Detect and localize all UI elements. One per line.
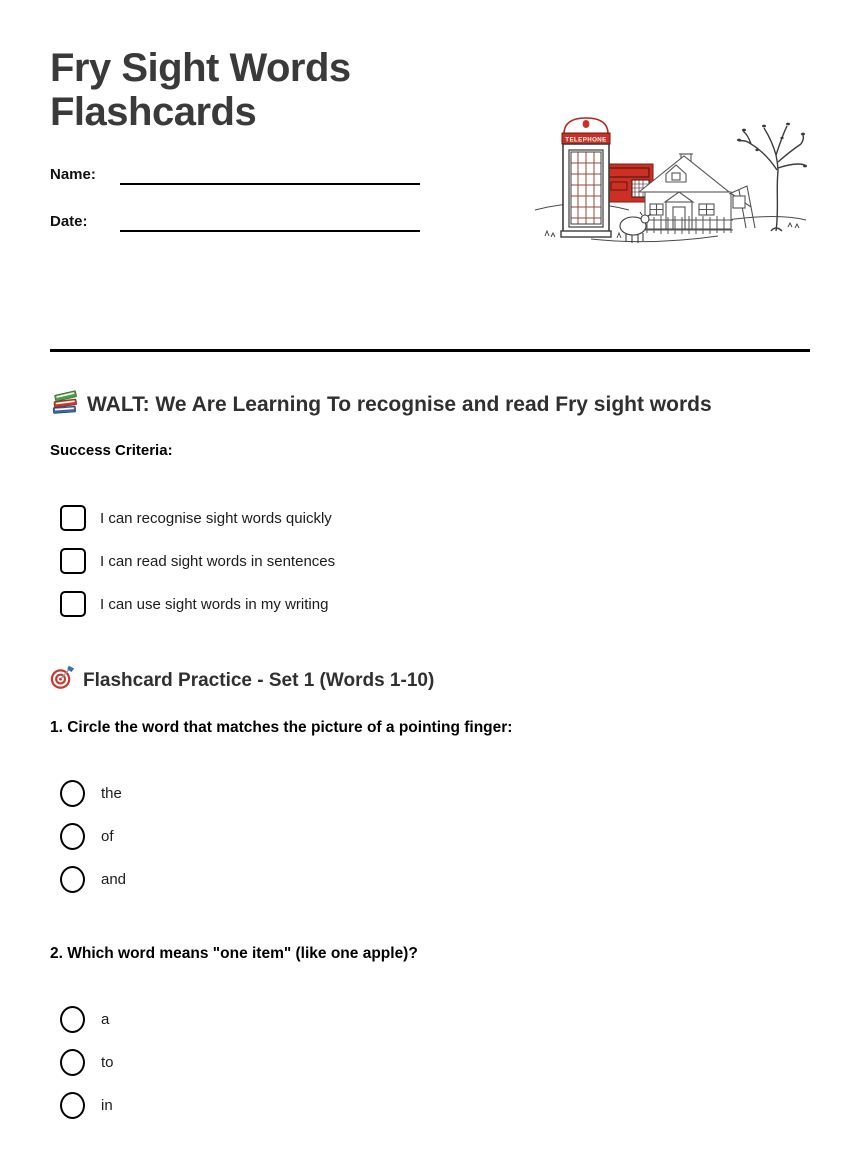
criteria-label: I can read sight words in sentences bbox=[100, 552, 336, 570]
option-label: of bbox=[101, 827, 114, 845]
village-scene-illustration bbox=[533, 110, 808, 250]
name-input-line[interactable] bbox=[120, 162, 420, 185]
option-row bbox=[60, 1050, 114, 1074]
question-1-prompt: 1. Circle the word that matches the picture of a pointing finger: bbox=[50, 719, 513, 736]
option-row bbox=[60, 781, 126, 805]
option-label: a bbox=[101, 1010, 110, 1028]
svg-text:TELEPHONE: TELEPHONE bbox=[565, 136, 607, 144]
name-label: Name: bbox=[50, 166, 96, 183]
criteria-checkbox-3[interactable] bbox=[60, 591, 86, 617]
walt-heading-text: WALT: We Are Learning To recognise and read Fry sight words bbox=[87, 393, 712, 416]
criteria-label: I can recognise sight words quickly bbox=[100, 509, 332, 527]
question-2-radio-1[interactable] bbox=[60, 1006, 85, 1033]
question-1-options bbox=[60, 781, 126, 910]
question-2-radio-2[interactable] bbox=[60, 1049, 85, 1076]
question-2-prompt: 2. Which word means "one item" (like one apple)? bbox=[50, 945, 418, 962]
option-label: the bbox=[101, 784, 122, 802]
question-1-radio-1[interactable] bbox=[60, 780, 85, 807]
page-title bbox=[50, 46, 351, 134]
name-field-row bbox=[50, 163, 420, 185]
page-title-line2: Flashcards bbox=[50, 90, 257, 134]
success-criteria-label: Success Criteria: bbox=[50, 442, 173, 459]
criteria-row bbox=[60, 592, 335, 616]
criteria-row bbox=[60, 549, 335, 573]
question-2-options bbox=[60, 1007, 114, 1136]
option-label: in bbox=[101, 1096, 113, 1114]
date-label: Date: bbox=[50, 213, 88, 230]
books-stack-icon bbox=[50, 388, 78, 422]
date-input-line[interactable] bbox=[120, 209, 420, 232]
option-label: and bbox=[101, 870, 127, 888]
dart-target-icon bbox=[50, 665, 75, 696]
section-divider bbox=[50, 349, 810, 352]
criteria-checkbox-1[interactable] bbox=[60, 505, 86, 531]
criteria-row bbox=[60, 506, 335, 530]
practice-heading bbox=[50, 665, 434, 696]
date-field-row bbox=[50, 210, 420, 232]
question-1-radio-2[interactable] bbox=[60, 823, 85, 850]
option-row bbox=[60, 1093, 114, 1117]
option-row bbox=[60, 824, 126, 848]
option-row bbox=[60, 867, 126, 891]
walt-heading bbox=[50, 388, 712, 422]
question-1-radio-3[interactable] bbox=[60, 866, 85, 893]
option-row bbox=[60, 1007, 114, 1031]
criteria-label: I can use sight words in my writing bbox=[100, 595, 329, 613]
question-2-radio-3[interactable] bbox=[60, 1092, 85, 1119]
success-criteria-list bbox=[60, 506, 335, 635]
page-title-line1: Fry Sight Words bbox=[50, 46, 351, 90]
option-label: to bbox=[101, 1053, 114, 1071]
criteria-checkbox-2[interactable] bbox=[60, 548, 86, 574]
practice-heading-text: Flashcard Practice - Set 1 (Words 1-10) bbox=[83, 669, 435, 691]
